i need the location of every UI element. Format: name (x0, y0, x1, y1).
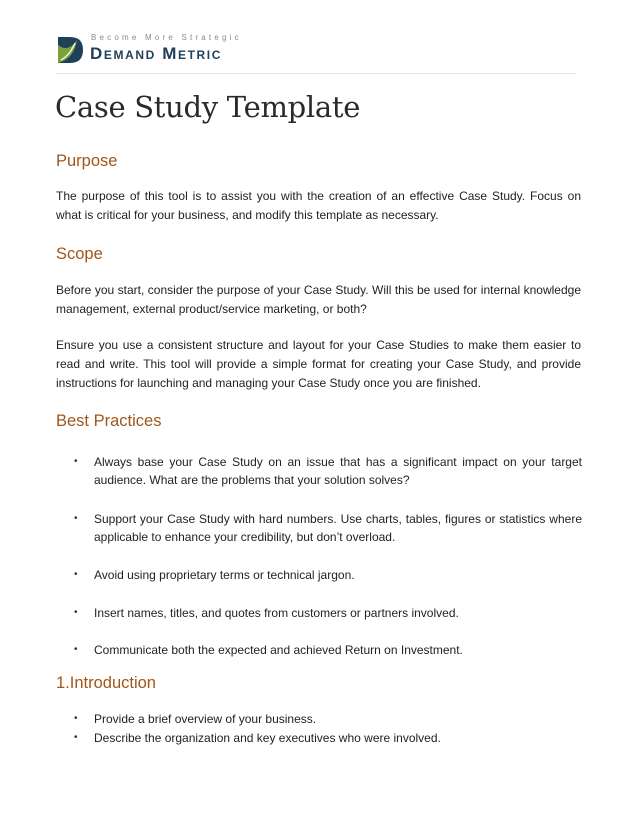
bullet-icon: • (74, 644, 78, 655)
logo-tagline: Become More Strategic (91, 33, 242, 42)
best-practice-text: Always base your Case Study on an issue that has a significant impact on your target audience. What are the problems that your solution solves? (94, 455, 582, 487)
purpose-paragraph: The purpose of this tool is to assist you with the creation of an effective Case Study. Focus on what is critical for your business, and modify this template as necessary. (56, 189, 581, 222)
purpose-heading: Purpose (56, 152, 118, 170)
best-practice-item (74, 641, 582, 659)
introduction-item (74, 710, 582, 728)
scope-paragraph-1: Before you start, consider the purpose of your Case Study. Will this be used for internal knowledge management, external product/service marketing, or both? (56, 283, 581, 316)
best-practice-item (74, 604, 582, 622)
introduction-heading: 1.Introduction (56, 674, 156, 692)
header-divider (56, 73, 576, 74)
best-practice-item (74, 510, 582, 546)
bullet-icon: • (74, 732, 78, 743)
document-title: Case Study Template (55, 90, 361, 124)
best-practice-text: Insert names, titles, and quotes from customers or partners involved. (94, 606, 459, 620)
bullet-icon: • (74, 513, 78, 524)
demand-metric-logo (56, 32, 316, 66)
best-practices-heading: Best Practices (56, 412, 162, 430)
bullet-icon: • (74, 713, 78, 724)
bullet-icon: • (74, 607, 78, 618)
best-practice-text: Communicate both the expected and achieved Return on Investment. (94, 643, 463, 657)
logo-brand-name: Demand Metric (90, 44, 222, 63)
bullet-icon: • (74, 456, 78, 467)
best-practice-text: Avoid using proprietary terms or technical jargon. (94, 568, 355, 582)
introduction-text: Provide a brief overview of your business. (94, 712, 317, 726)
best-practice-text: Support your Case Study with hard numbers. Use charts, tables, figures or statistics where applicable to enhance your credibility, but don’t overload. (94, 512, 582, 544)
introduction-item (74, 729, 582, 747)
best-practice-item (74, 453, 582, 489)
logo-mark-icon (56, 35, 84, 65)
best-practice-item (74, 566, 582, 584)
scope-heading: Scope (56, 245, 103, 263)
bullet-icon: • (74, 569, 78, 580)
scope-paragraph-2: Ensure you use a consistent structure and layout for your Case Studies to make them easier to read and write. This tool will provide a simple format for creating your Case Study, and provide instructions for launching and managing your Case Study once you are finished. (56, 338, 581, 390)
introduction-text: Describe the organization and key executives who were involved. (94, 731, 441, 745)
